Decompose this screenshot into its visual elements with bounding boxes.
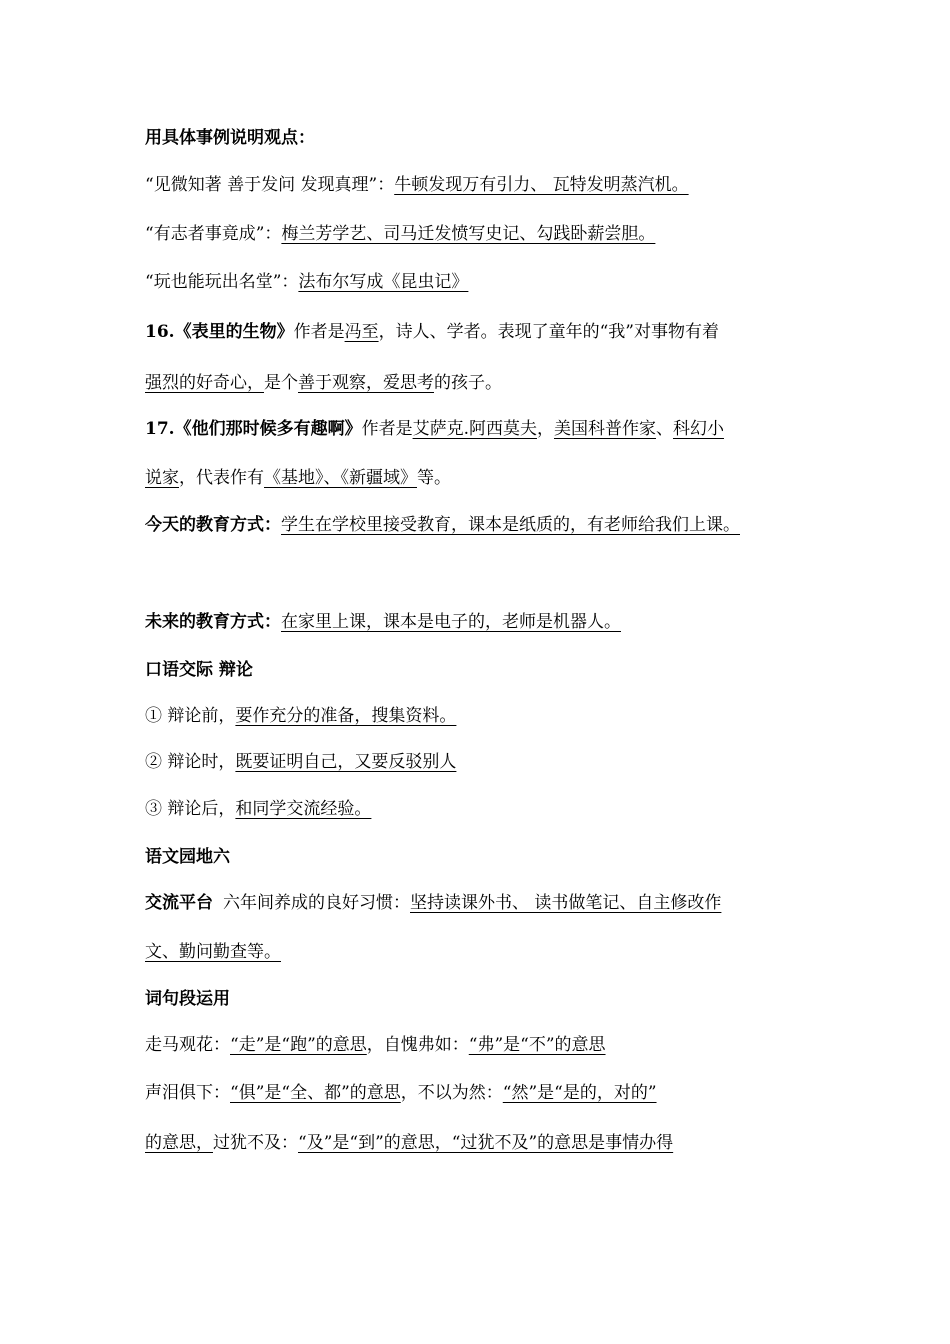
text-segment: ① 辩论前， <box>145 706 236 726</box>
heading-garden: 语文园地六 <box>145 847 230 867</box>
text-segment: 的孩子。 <box>434 373 502 393</box>
answer-text: “及”是“到”的意思，“过犹不及”的意思是事情办得 <box>298 1133 674 1153</box>
text-segment: ，诗人、学者。表现了童年的“我”对事物有着 <box>378 322 719 342</box>
answer-text: 牛顿发现万有引力、 瓦特发明蒸汽机。 <box>394 175 689 195</box>
text-line <box>145 321 719 343</box>
label-future: 未来的教育方式： <box>145 612 281 632</box>
answer-text: 美国科普作家 <box>553 419 656 439</box>
text-line <box>145 892 721 914</box>
text-segment: ③ 辩论后， <box>145 799 236 819</box>
lesson-title: 17.《他们那时候多有趣啊》 <box>145 419 362 439</box>
text-segment: 过犹不及： <box>213 1133 298 1153</box>
text-segment: 六年间养成的良好习惯： <box>223 893 410 913</box>
text-segment: 、 <box>655 419 673 439</box>
heading-examples: 用具体事例说明观点： <box>145 128 315 148</box>
answer-text: 文、勤问勤查等。 <box>145 942 281 962</box>
answer-text: 梅兰芳学艺、司马迁发愤写史记、勾践卧薪尝胆。 <box>281 224 656 244</box>
answer-text: 说家 <box>145 468 179 488</box>
text-line <box>145 941 281 963</box>
text-segment: 是个 <box>264 373 298 393</box>
quote-label: “有志者事竟成”： <box>145 224 282 244</box>
text-segment: 作者是 <box>293 322 345 342</box>
text-segment: 等。 <box>417 468 451 488</box>
answer-text: 要作充分的准备，搜集资料。 <box>235 706 457 726</box>
text-line <box>145 611 621 633</box>
answer-text: 坚持读课外书、 读书做笔记、自主修改作 <box>410 893 722 913</box>
text-line <box>145 705 456 727</box>
answer-text: 冯至 <box>344 322 379 342</box>
answer-text: “然”是“是的，对的” <box>502 1083 657 1103</box>
answer-text: “俱”是“全、都”的意思 <box>230 1083 401 1103</box>
answer-text: 学生在学校里接受教育，课本是纸质的，有老师给我们上课。 <box>281 515 740 535</box>
lesson-title: 16.《表里的生物》 <box>145 322 294 342</box>
text-segment: 声泪俱下： <box>145 1083 230 1103</box>
answer-text: 强烈的好奇心， <box>145 373 264 393</box>
answer-text: 艾萨克.阿西莫夫 <box>412 419 537 439</box>
text-line <box>145 467 451 489</box>
answer-text: 和同学交流经验。 <box>235 799 372 819</box>
text-segment: 走马观花： <box>145 1035 230 1055</box>
label-today: 今天的教育方式： <box>145 515 281 535</box>
text-segment: 作者是 <box>361 419 413 439</box>
answer-text: 既要证明自己，又要反驳别人 <box>235 752 457 772</box>
text-segment: ， <box>536 419 554 439</box>
text-line <box>145 223 655 245</box>
heading-words: 词句段运用 <box>145 989 230 1009</box>
quote-label: “玩也能玩出名堂”： <box>145 272 299 292</box>
text-line <box>145 798 371 820</box>
text-segment: ，不以为然： <box>400 1083 503 1103</box>
text-line <box>145 418 724 440</box>
answer-text: 的意思， <box>145 1133 213 1153</box>
answer-text: 善于观察，爱思考 <box>298 373 434 393</box>
text-line <box>145 1034 606 1056</box>
label-platform: 交流平台 <box>145 893 213 913</box>
heading-oral: 口语交际 辩论 <box>145 660 253 680</box>
answer-text: 法布尔写成《昆虫记》 <box>298 272 469 292</box>
text-line <box>145 271 468 293</box>
text-line <box>145 514 740 536</box>
text-line <box>145 1082 657 1104</box>
text-segment: ② 辩论时， <box>145 752 236 772</box>
answer-text: “弗”是“不”的意思 <box>468 1035 606 1055</box>
text-line <box>145 174 689 196</box>
text-line <box>145 372 502 394</box>
answer-text: 在家里上课，课本是电子的，老师是机器人。 <box>281 612 621 632</box>
answer-text: “走”是“跑”的意思 <box>230 1035 367 1055</box>
text-segment: ，代表作有 <box>179 468 264 488</box>
answer-text: 科幻小 <box>672 419 724 439</box>
text-line <box>145 751 456 773</box>
text-segment: ，自愧弗如： <box>366 1035 469 1055</box>
text-line <box>145 1132 673 1154</box>
quote-label: “见微知著 善于发问 发现真理”： <box>145 175 395 195</box>
answer-text: 《基地》、《新疆域》 <box>264 468 417 488</box>
